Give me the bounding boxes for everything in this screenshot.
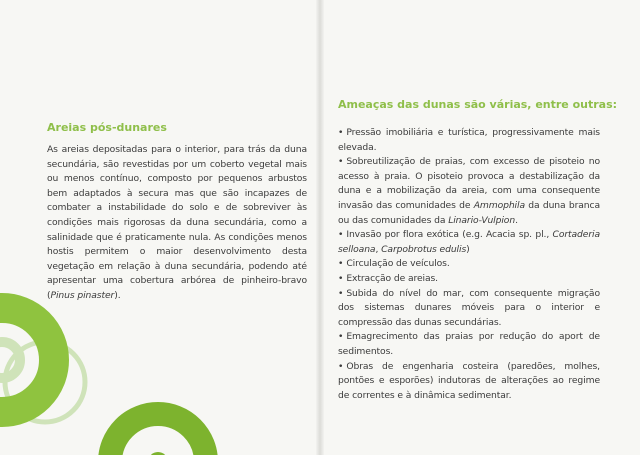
bullet-icon: •	[338, 258, 344, 270]
italic-term: Ammophila	[473, 199, 525, 211]
threat-list-item	[338, 330, 600, 359]
text-segment: Subida do nível do mar, com consequente migração dos sistemas dunares móveis para o interior e compressão das dunas secundárias.	[338, 287, 600, 328]
text-segment: ,	[375, 243, 382, 255]
right-heading: Ameaças das dunas são várias, entre outras:	[338, 98, 618, 111]
threat-list-item	[338, 126, 600, 155]
text-segment: .	[515, 214, 518, 226]
text-segment: )	[466, 243, 470, 255]
threat-list-item	[338, 155, 600, 228]
threat-list-item	[338, 360, 600, 404]
italic-term: Carpobrotus edulis	[381, 243, 467, 255]
left-heading: Areias pós-dunares	[47, 121, 167, 134]
bullet-icon: •	[338, 360, 344, 372]
italic-term: Pinus pinaster	[50, 289, 115, 301]
threat-list-item	[338, 287, 600, 331]
dark-green-ring-circle	[110, 414, 206, 455]
text-segment: Sobreutilização de praias, com excesso de pisoteio no acesso à praia. O pisoteio provoca a destabilização da duna e a mobilização da areia, com uma consequente invasão das comunidades de	[338, 156, 600, 211]
bullet-icon: •	[338, 331, 344, 343]
threat-list-item	[338, 257, 600, 272]
threat-list-item	[338, 228, 600, 257]
text-segment: Pressão imobiliária e turística, progressivamente mais elevada.	[338, 127, 600, 153]
text-segment: da duna branca ou das comunidades da	[338, 199, 601, 226]
bullet-icon: •	[338, 127, 344, 138]
italic-term: Linario-Vulpion	[448, 214, 516, 226]
bullet-icon: •	[338, 272, 344, 284]
threat-list-item	[338, 272, 600, 287]
text-segment: Extracção de areias.	[346, 272, 439, 284]
text-segment: Emagrecimento das praias por redução do aport de sedimentos.	[338, 331, 600, 357]
threats-list	[338, 126, 600, 403]
italic-term: Cortaderia selloana	[338, 229, 600, 255]
text-segment: Obras de engenharia costeira (paredões, molhes, pontões e esporões) indutoras de alterações ao regime de correntes e à dinâmica sedimentar.	[338, 360, 600, 401]
bullet-icon: •	[338, 287, 344, 299]
text-segment: Circulação de veículos.	[346, 258, 450, 270]
text-segment: As areias depositadas para o interior, para trás da duna secundária, são revestidas por um coberto vegetal mais ou menos contínuo, composto por pequenos arbustos bem adaptados à secura mas que são incapazes de combater a instabilidade do solo e de sobreviver às condições mais rigorosas da duna secundária, como a salinidade que é praticamente nula. As condições menos hostis permitem o maior desenvolvimento desta vegetação em relação à duna secundária, podendo até apresentar uma cobertura arbórea de pinheiro-bravo (	[47, 144, 307, 301]
bullet-icon: •	[338, 156, 344, 168]
left-body-paragraph	[47, 143, 307, 304]
text-segment: Invasão por flora exótica (e.g. Acacia sp. pl.,	[346, 229, 553, 241]
bullet-icon: •	[338, 229, 344, 241]
text-segment: ).	[114, 289, 121, 301]
